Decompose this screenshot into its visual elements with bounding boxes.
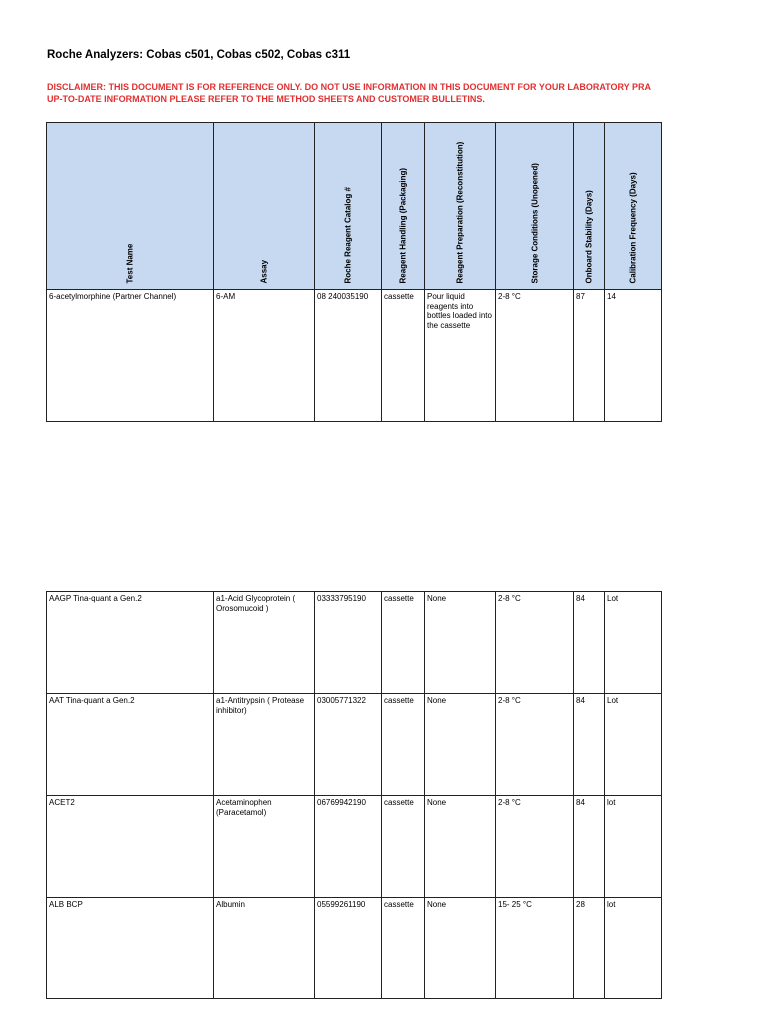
cell-assay: Acetaminophen (Paracetamol) [214,796,315,898]
cell-onboard: 84 [574,694,605,796]
cell-storage: 2-8 °C [496,592,574,694]
header-preparation: Reagent Preparation (Reconstitution) [425,123,496,290]
cell-assay: a1-Antitrypsin ( Protease inhibitor) [214,694,315,796]
cell-calibration: Lot [605,592,662,694]
cell-test-name: AAGP Tina-quant a Gen.2 [47,592,214,694]
cell-test-name: 6-acetylmorphine (Partner Channel) [47,290,214,422]
header-catalog: Roche Reagent Catalog # [315,123,382,290]
cell-handling: cassette [382,694,425,796]
cell-handling: cassette [382,592,425,694]
cell-catalog: 06769942190 [315,796,382,898]
cell-catalog: 08 240035190 [315,290,382,422]
table-row [47,592,662,694]
cell-test-name: ALB BCP [47,898,214,999]
cell-storage: 2-8 °C [496,694,574,796]
document-title: Roche Analyzers: Cobas c501, Cobas c502, Cobas c311 [47,49,351,61]
header-calibration: Calibration Frequency (Days) [605,123,662,290]
cell-onboard: 87 [574,290,605,422]
cell-handling: cassette [382,796,425,898]
cell-calibration: lot [605,796,662,898]
cell-catalog: 05599261190 [315,898,382,999]
table-row [47,290,662,422]
cell-catalog: 03333795190 [315,592,382,694]
header-assay: Assay [214,123,315,290]
cell-onboard: 84 [574,592,605,694]
cell-preparation: None [425,796,496,898]
disclaimer-line-2: UP-TO-DATE INFORMATION PLEASE REFER TO THE METHOD SHEETS AND CUSTOMER BULLETINS. [47,94,485,104]
cell-handling: cassette [382,290,425,422]
table-body [46,591,662,999]
cell-assay: Albumin [214,898,315,999]
cell-onboard: 84 [574,796,605,898]
cell-calibration: Lot [605,694,662,796]
cell-preparation: None [425,592,496,694]
cell-handling: cassette [382,898,425,999]
table-row [47,694,662,796]
cell-storage: 15- 25 °C [496,898,574,999]
table-header [46,122,662,290]
table-first-row [46,289,662,422]
table-row [47,796,662,898]
header-handling: Reagent Handling (Packaging) [382,123,425,290]
cell-assay: a1-Acid Glycoprotein ( Orosomucoid ) [214,592,315,694]
cell-onboard: 28 [574,898,605,999]
cell-test-name: ACET2 [47,796,214,898]
cell-preparation: None [425,898,496,999]
cell-calibration: lot [605,898,662,999]
disclaimer [47,81,768,105]
cell-catalog: 03005771322 [315,694,382,796]
cell-test-name: AAT Tina-quant a Gen.2 [47,694,214,796]
cell-preparation: None [425,694,496,796]
cell-preparation: Pour liquid reagents into bottles loaded into the cassette [425,290,496,422]
header-onboard: Onboard Stability (Days) [574,123,605,290]
cell-assay: 6-AM [214,290,315,422]
cell-calibration: 14 [605,290,662,422]
disclaimer-line-1: DISCLAIMER: THIS DOCUMENT IS FOR REFERENCE ONLY. DO NOT USE INFORMATION IN THIS DOCUMENT FOR YOUR LABORATORY PRA [47,82,652,92]
header-storage: Storage Conditions (Unopened) [496,123,574,290]
table-row [47,898,662,999]
cell-storage: 2-8 °C [496,796,574,898]
header-test-name: Test Name [47,123,214,290]
cell-storage: 2-8 °C [496,290,574,422]
